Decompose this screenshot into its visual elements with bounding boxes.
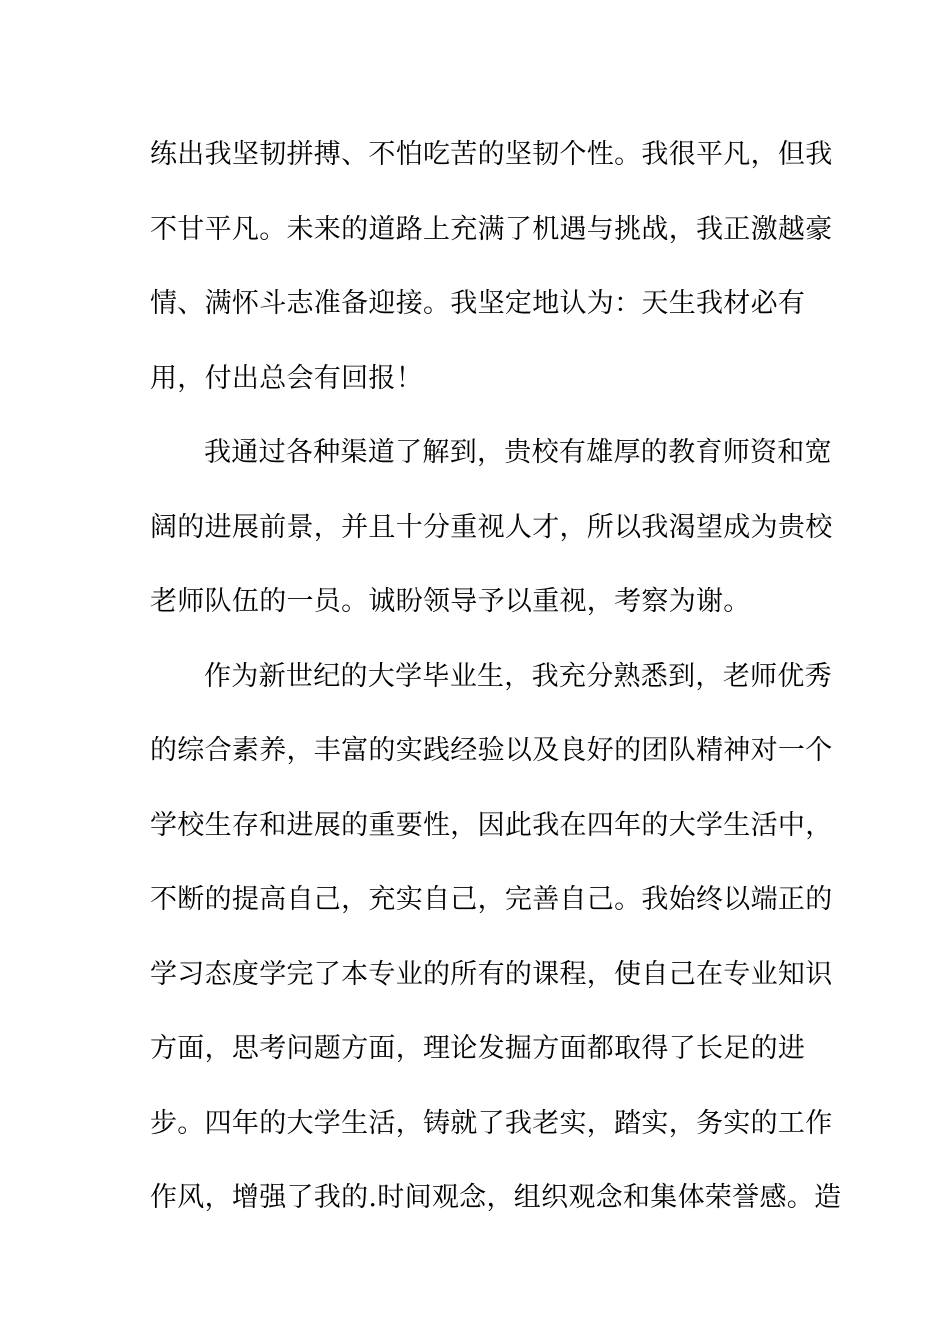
text-line: 步。四年的大学生活，铸就了我老实，踏实，务实的工作 [150, 1107, 833, 1139]
text-line: 阔的进展前景，并且十分重视人才，所以我渴望成为贵校 [150, 511, 833, 543]
text-line: 方面，思考问题方面，理论发掘方面都取得了长足的进 [150, 1033, 806, 1064]
text-line: 不甘平凡。未来的道路上充满了机遇与挑战，我正激越豪 [150, 213, 833, 245]
text-line: 用，付出总会有回报！ [150, 362, 423, 394]
text-line: 学校生存和进展的重要性，因此我在四年的大学生活中， [150, 809, 833, 841]
text-line: 的综合素养，丰富的实践经验以及良好的团队精神对一个 [150, 735, 833, 766]
text-line: 作风，增强了我的.时间观念，组织观念和集体荣誉感。造 [150, 1182, 842, 1213]
text-line: 不断的提高自己，充实自己，完善自己。我始终以端正的 [150, 884, 833, 915]
text-line: 情、满怀斗志准备迎接。我坚定地认为：天生我材必有 [150, 288, 806, 319]
text-line: 老师队伍的一员。诚盼领导予以重视，考察为谢。 [150, 586, 751, 617]
paragraph-start-line: 我通过各种渠道了解到，贵校有雄厚的教育师资和宽 [204, 437, 832, 468]
paragraph-start-line: 作为新世纪的大学毕业生，我充分熟悉到，老师优秀 [204, 660, 832, 692]
text-line: 学习态度学完了本专业的所有的课程，使自己在专业知识 [150, 958, 833, 990]
text-line: 练出我坚韧拼搏、不怕吃苦的坚韧个性。我很平凡，但我 [150, 139, 833, 170]
body-text [150, 118, 842, 1236]
